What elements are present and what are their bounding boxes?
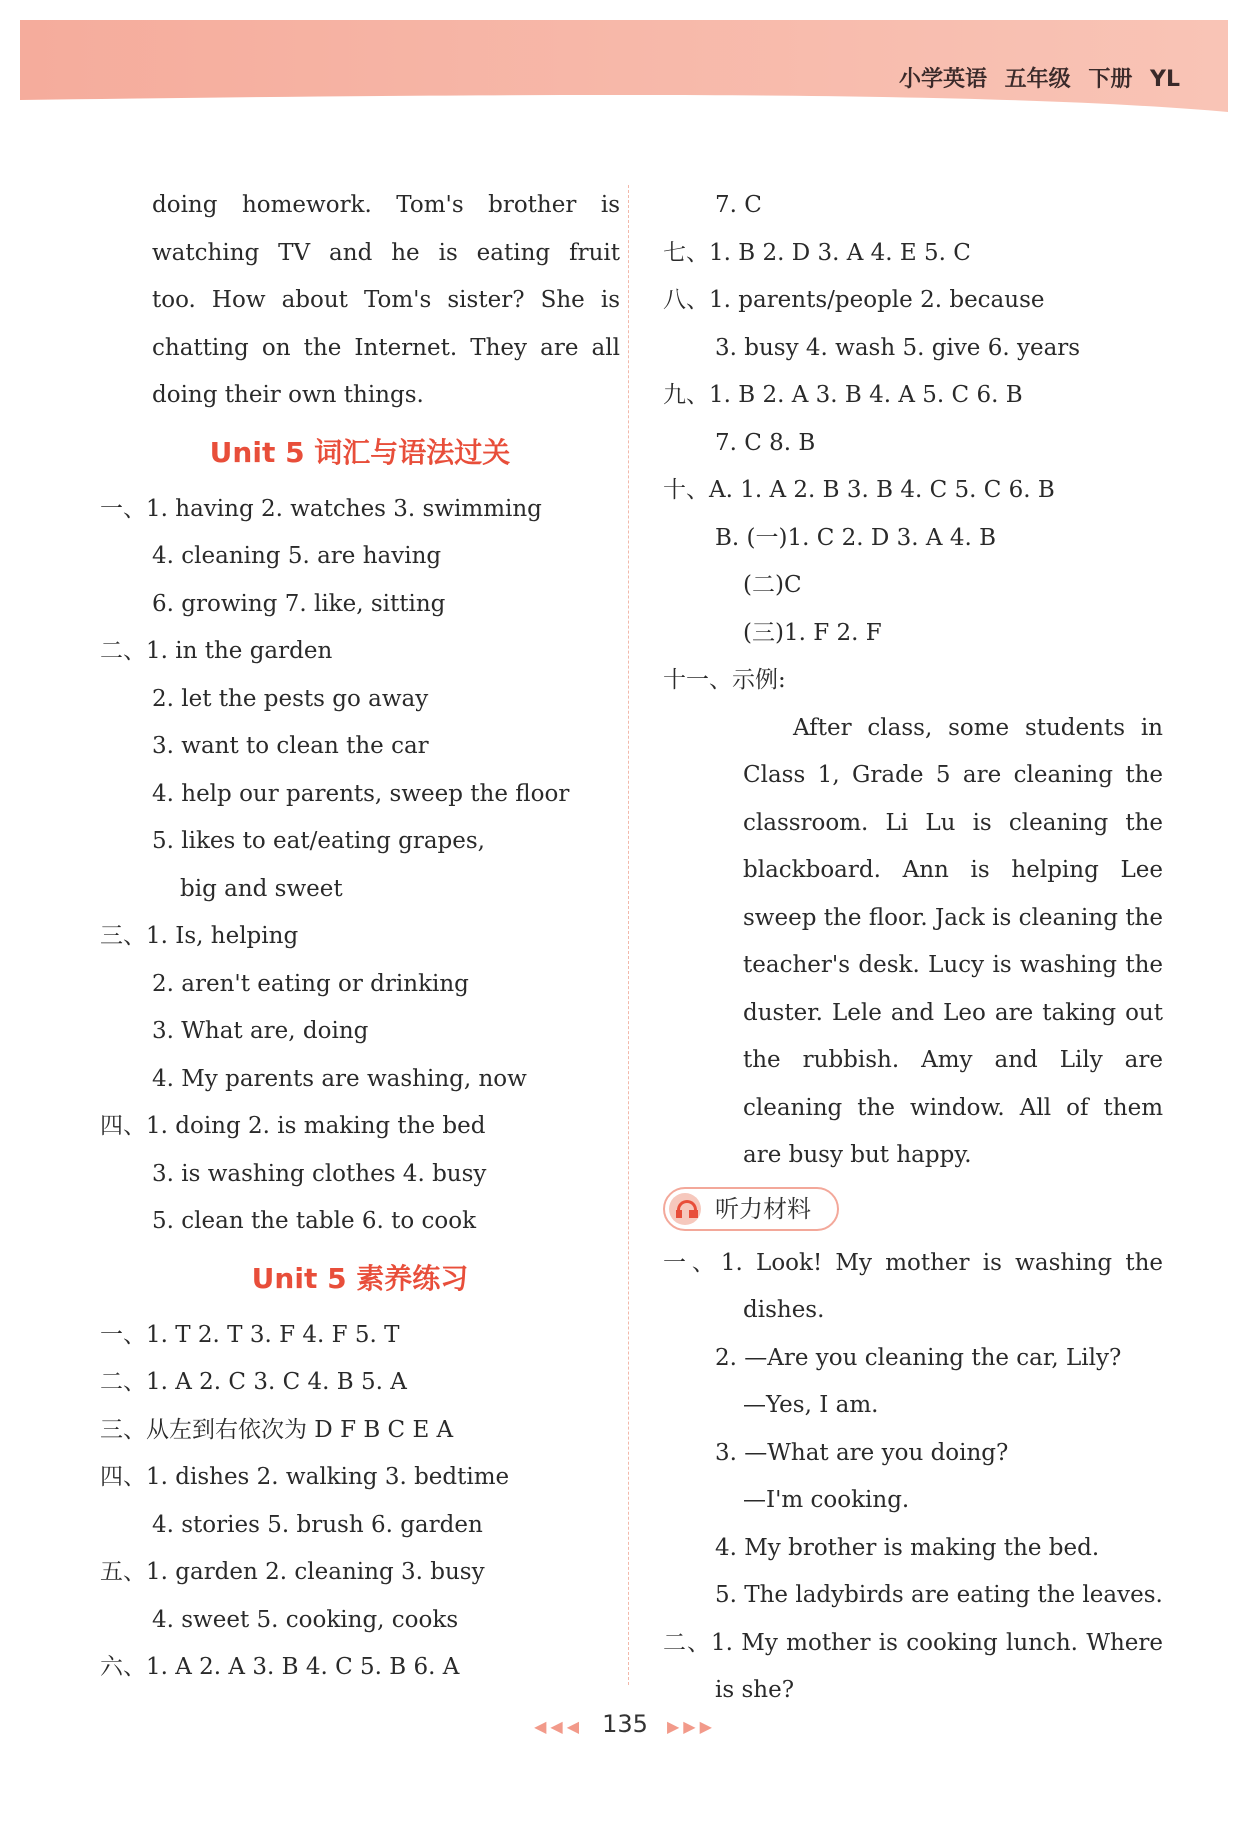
passage-line: chatting on the Internet. They are all [152, 334, 620, 361]
answer-line: 7. C [715, 192, 762, 218]
listening-header [663, 1180, 1163, 1240]
answer-line: 二、1. in the garden [100, 638, 333, 664]
page-footer [0, 1710, 1250, 1738]
answer-line: 三、从左到右依次为 D F B C E A [100, 1416, 454, 1443]
answer-line: 6. growing 7. like, sitting [152, 590, 446, 617]
listening-line: 3. —What are you doing? [715, 1439, 1009, 1466]
answer-line: 四、1. doing 2. is making the bed [100, 1113, 486, 1139]
answer-line: 5. clean the table 6. to cook [152, 1208, 477, 1234]
listening-line: 一、1. Look! My mother is washing the [663, 1249, 1163, 1276]
answers-continued [663, 182, 1163, 705]
listening-line: 5. The ladybirds are eating the leaves. [715, 1582, 1163, 1608]
answer-line: (二)C [743, 572, 802, 598]
essay-line: duster. Lele and Leo are taking out [743, 999, 1163, 1026]
listening-badge [663, 1187, 839, 1231]
answer-line: B. (一)1. C 2. D 3. A 4. B [715, 524, 996, 551]
column-divider [628, 185, 629, 1685]
header-band [0, 0, 1250, 118]
answer-line: 4. help our parents, sweep the floor [152, 780, 570, 807]
answer-line: 7. C 8. B [715, 429, 816, 456]
answer-line: 3. is washing clothes 4. busy [152, 1160, 487, 1187]
essay-line: the rubbish. Amy and Lily are [743, 1047, 1163, 1073]
answer-line: 十、A. 1. A 2. B 3. B 4. C 5. C 6. B [663, 477, 1055, 503]
answer-line: 十一、示例: [663, 667, 786, 693]
sample-essay [663, 705, 1163, 1180]
answer-line: 4. sweet 5. cooking, cooks [152, 1606, 459, 1633]
answer-line: 2. let the pests go away [152, 685, 429, 712]
answer-line: 四、1. dishes 2. walking 3. bedtime [100, 1464, 510, 1490]
listening-line: —Yes, I am. [743, 1392, 879, 1418]
essay-line: classroom. Li Lu is cleaning the [743, 809, 1163, 836]
answer-line: 六、1. A 2. A 3. B 4. C 5. B 6. A [100, 1654, 460, 1680]
listening-line: 2. —Are you cleaning the car, Lily? [715, 1344, 1122, 1371]
listening-line: 二、1. My mother is cooking lunch. Where [663, 1629, 1163, 1656]
answer-line: 4. My parents are washing, now [152, 1065, 527, 1092]
answer-line: 八、1. parents/people 2. because [663, 287, 1045, 313]
answer-line: 3. What are, doing [152, 1018, 369, 1044]
answer-line: 七、1. B 2. D 3. A 4. E 5. C [663, 239, 971, 266]
essay-line: After class, some students in [793, 714, 1163, 741]
passage-line: too. How about Tom's sister? She is [152, 287, 620, 313]
answer-line: 5. likes to eat/eating grapes, [152, 828, 485, 854]
headphone-icon [669, 1193, 701, 1225]
vocab-part-3 [100, 913, 620, 1103]
header-subject: 小学英语 [898, 67, 987, 92]
answer-line: 二、1. A 2. C 3. C 4. B 5. A [100, 1369, 407, 1395]
unit-title-vocab: Unit 5 词汇与语法过关 [209, 435, 511, 469]
answer-line: 4. stories 5. brush 6. garden [152, 1511, 483, 1538]
passage-tail [100, 182, 620, 420]
answer-line: 2. aren't eating or drinking [152, 970, 469, 997]
listening-line: —I'm cooking. [743, 1487, 910, 1513]
answer-line: 3. busy 4. wash 5. give 6. years [715, 334, 1081, 361]
page-number: 135 [602, 1710, 648, 1738]
unit-title-practice: Unit 5 素养练习 [251, 1261, 469, 1295]
passage-line: doing homework. Tom's brother is [152, 192, 620, 218]
passage-line: doing their own things. [152, 382, 424, 408]
header-grade: 五年级 [1004, 67, 1071, 92]
right-column [663, 182, 1163, 1715]
listening-materials [663, 1240, 1163, 1715]
answer-line: big and sweet [180, 875, 343, 902]
answer-line: 一、1. T 2. T 3. F 4. F 5. T [100, 1321, 400, 1348]
listening-label: 听力材料 [715, 1194, 811, 1223]
answer-line: 五、1. garden 2. cleaning 3. busy [100, 1559, 485, 1585]
answer-line: 九、1. B 2. A 3. B 4. A 5. C 6. B [663, 382, 1023, 408]
right-arrows-icon: ▶▶▶ [667, 1717, 716, 1736]
essay-line: are busy but happy. [743, 1142, 972, 1168]
answer-line: (三)1. F 2. F [743, 619, 882, 646]
passage-line: watching TV and he is eating fruit [152, 239, 620, 266]
left-arrows-icon: ◀◀◀ [534, 1717, 583, 1736]
answer-line: 一、1. having 2. watches 3. swimming [100, 495, 542, 522]
vocab-part-2 [100, 628, 620, 913]
answer-line: 3. want to clean the car [152, 733, 429, 759]
header-edition: YL [1150, 67, 1180, 92]
left-column [100, 182, 620, 1692]
essay-line: Class 1, Grade 5 are cleaning the [743, 762, 1163, 788]
essay-line: blackboard. Ann is helping Lee [743, 857, 1163, 883]
vocab-part-1 [100, 486, 620, 629]
answer-line: 三、1. Is, helping [100, 923, 299, 949]
essay-line: teacher's desk. Lucy is washing the [743, 952, 1163, 978]
listening-line: 4. My brother is making the bed. [715, 1534, 1100, 1561]
vocab-part-4 [100, 1103, 620, 1246]
essay-line: sweep the floor. Jack is cleaning the [743, 904, 1163, 931]
header-info [899, 62, 1180, 93]
listening-line: is she? [715, 1677, 795, 1703]
header-volume: 下册 [1088, 67, 1133, 92]
practice-parts [100, 1312, 620, 1692]
essay-line: cleaning the window. All of them [743, 1094, 1163, 1121]
answer-line: 4. cleaning 5. are having [152, 543, 442, 569]
listening-line: dishes. [743, 1297, 825, 1323]
